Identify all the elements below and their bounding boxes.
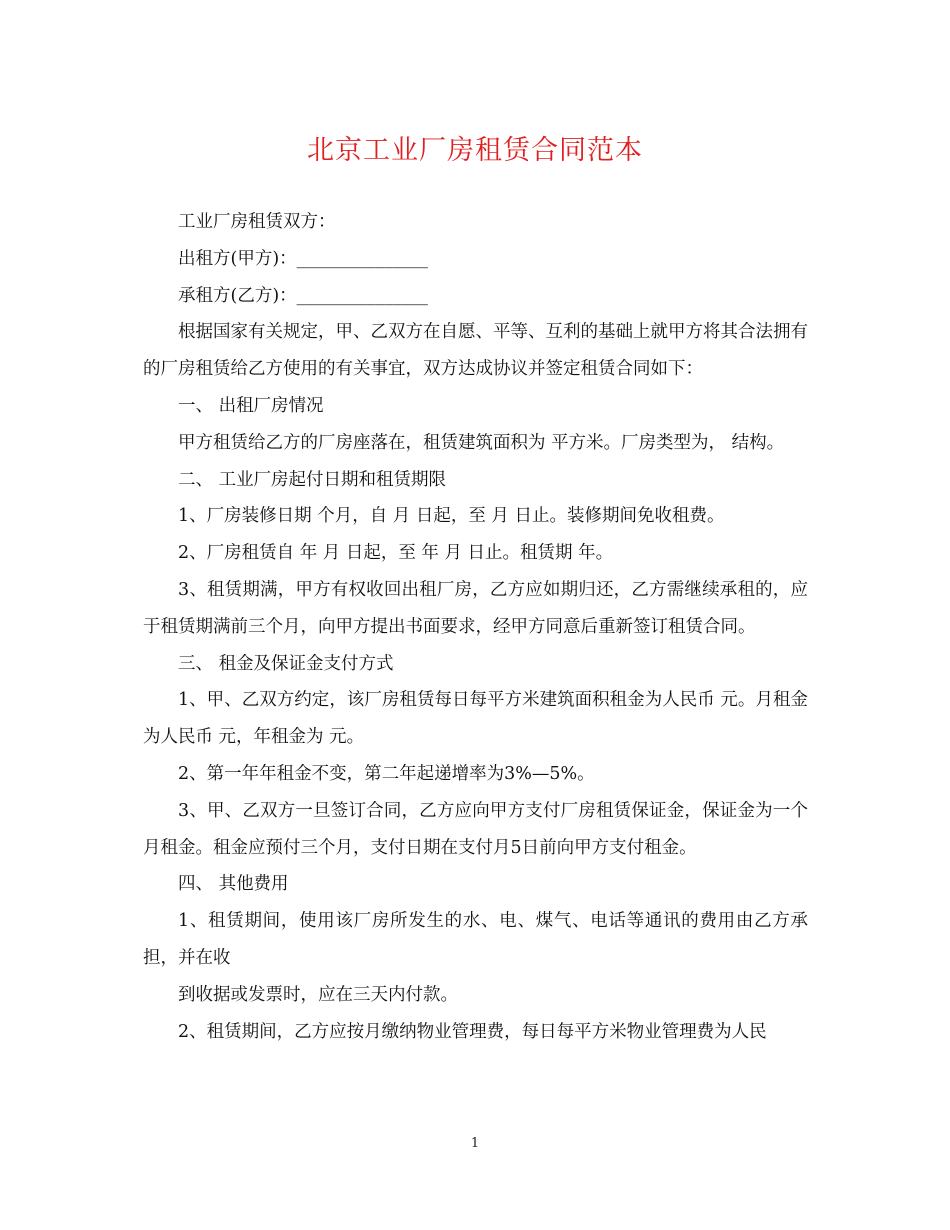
paragraph-section-4-item-1-cont: 到收据或发票时，应在三天内付款。	[178, 984, 458, 1005]
paragraph-lessor: 出租方(甲方)：_______________	[178, 248, 428, 269]
paragraph-section-3-item-1: 1、甲、乙双方约定，该厂房租赁每日每平方米建筑面积租金为人民币 元。月租金为人民币 元，年租金为 元。	[143, 690, 808, 748]
section-heading-2: 二、 工业厂房起付日期和租赁期限	[178, 469, 447, 490]
paragraph-section-1-body: 甲方租赁给乙方的厂房座落在，租赁建筑面积为 平方米。厂房类型为， 结构。	[178, 432, 785, 453]
section-heading-1: 一、 出租厂房情况	[178, 395, 324, 416]
paragraph-preamble: 根据国家有关规定，甲、乙双方在自愿、平等、互利的基础上就甲方将其合法拥有的厂房租赁给乙方使用的有关事宜，双方达成协议并签定租赁合同如下：	[143, 322, 808, 380]
paragraph-parties-heading: 工业厂房租赁双方：	[178, 212, 336, 232]
paragraph-lessee: 承租方(乙方)：_______________	[178, 285, 428, 306]
document-body	[143, 204, 808, 1050]
paragraph-section-2-item-1: 1、厂房装修日期 个月，自 月 日起，至 月 日止。装修期间免收租费。	[178, 506, 725, 527]
section-heading-4: 四、 其他费用	[178, 874, 289, 895]
section-heading-3: 三、 租金及保证金支付方式	[178, 653, 394, 674]
document-title: 北京工业厂房租赁合同范本	[307, 135, 643, 166]
paragraph-section-4-item-1: 1、租赁期间，使用该厂房所发生的水、电、煤气、电话等通讯的费用由乙方承担，并在收	[143, 911, 808, 968]
paragraph-section-3-item-3: 3、甲、乙双方一旦签订合同，乙方应向甲方支付厂房租赁保证金，保证金为一个月租金。租金应预付三个月，支付日期在支付月5日前向甲方支付租金。	[143, 800, 808, 858]
page-number: 1	[470, 1136, 480, 1151]
paragraph-section-4-item-2: 2、租赁期间，乙方应按月缴纳物业管理费，每日每平方米物业管理费为人民	[178, 1021, 767, 1042]
paragraph-section-3-item-2: 2、第一年年租金不变，第二年起递增率为3%—5%。	[178, 763, 595, 784]
paragraph-section-2-item-2: 2、厂房租赁自 年 月 日起，至 年 月 日止。租赁期 年。	[178, 543, 614, 564]
paragraph-section-2-item-3: 3、租赁期满，甲方有权收回出租厂房，乙方应如期归还，乙方需继续承租的，应于租赁期满前三个月，向甲方提出书面要求，经甲方同意后重新签订租赁合同。	[143, 579, 808, 637]
